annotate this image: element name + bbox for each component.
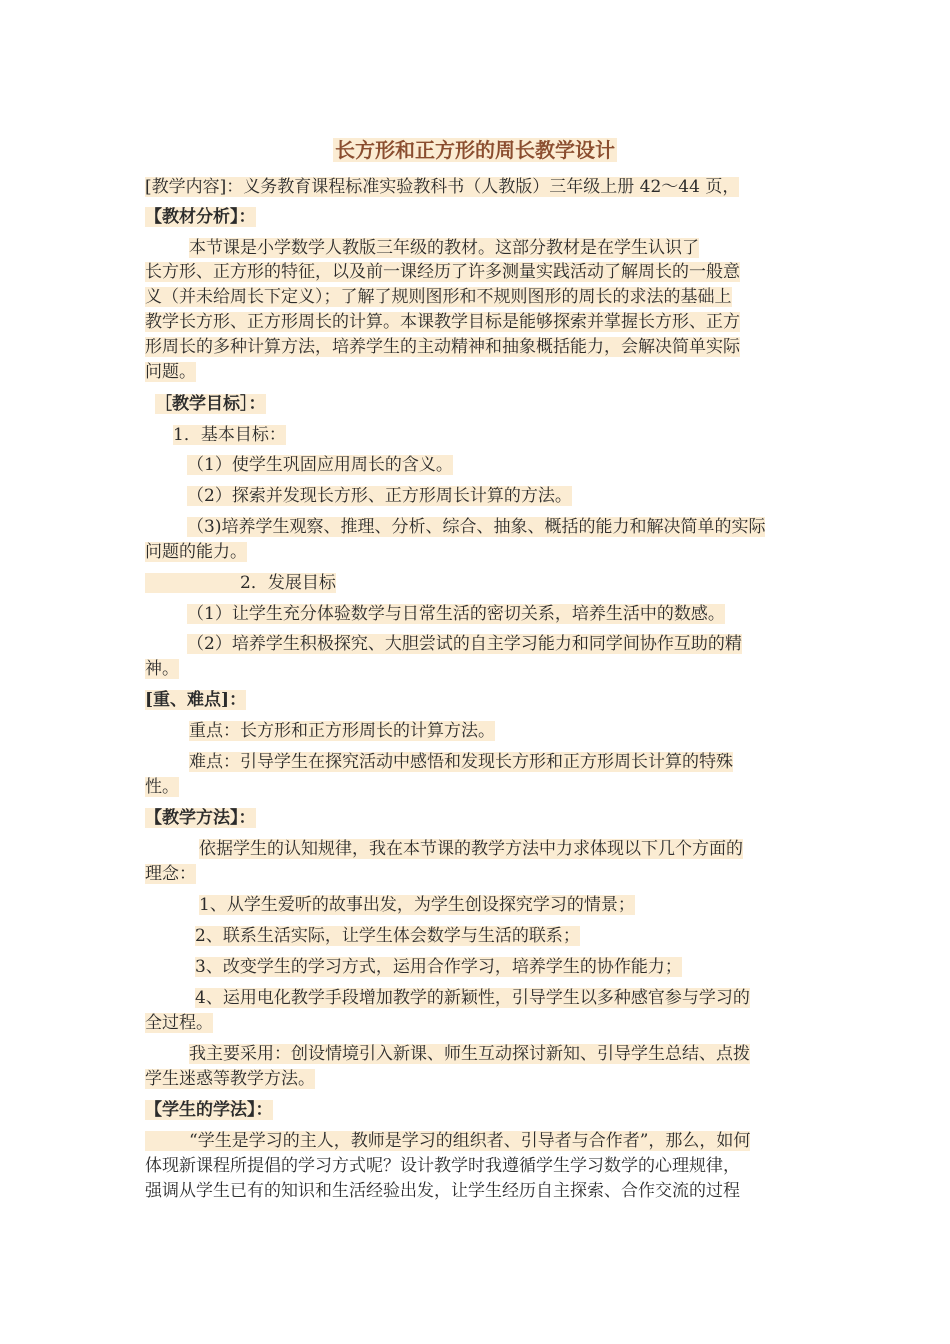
key-heading: [重、难点]： <box>145 690 247 710</box>
analysis-line: 问题。 <box>145 362 196 382</box>
basic-item: （1）使学生巩固应用周长的含义。 <box>187 455 453 475</box>
method-summary: 学生迷惑等教学方法。 <box>145 1069 315 1089</box>
key-point: 重点：长方形和正方形周长的计算方法。 <box>189 721 495 741</box>
method-item: 1、从学生爱听的故事出发，为学生创设探究学习的情景； <box>199 895 635 915</box>
method-item: 3、改变学生的学习方式，运用合作学习，培养学生的协作能力； <box>195 957 682 977</box>
content-line: [教学内容]：义务教育课程标准实验教科书（人教版）三年级上册 42～44 页， <box>145 177 740 197</box>
method-item: 2、联系生活实际，让学生体会数学与生活的联系； <box>195 926 580 946</box>
method-intro: 理念： <box>145 864 196 884</box>
analysis-line: 本节课是小学数学人教版三年级的教材。这部分教材是在学生认识了 <box>189 238 699 258</box>
analysis-line: 长方形、正方形的特征，以及前一课经历了许多测量实践活动了解周长的一般意 <box>145 262 740 282</box>
study-line: 强调从学生已有的知识和生活经验出发，让学生经历自主探索、合作交流的过程 <box>145 1181 740 1201</box>
analysis-line: 教学长方形、正方形周长的计算。本课教学目标是能够探索并掌握长方形、正方 <box>145 312 740 332</box>
difficult-line: 性。 <box>145 777 179 797</box>
study-heading: 【学生的学法】： <box>145 1100 273 1120</box>
dev-goal: 2．发展目标 <box>145 571 808 596</box>
study-line: “学生是学习的主人，教师是学习的组织者、引导者与合作者”，那么，如何 <box>145 1129 808 1154</box>
method-intro: 依据学生的认知规律，我在本节课的教学方法中力求体现以下几个方面的 <box>199 839 743 859</box>
analysis-line: 义（并未给周长下定义）；了解了规则图形和不规则图形的周长的求法的基础上 <box>145 287 732 307</box>
basic-item: 问题的能力。 <box>145 542 247 562</box>
dev-item: 神。 <box>145 659 179 679</box>
dev-item: （1）让学生充分体验数学与日常生活的密切关系，培养生活中的数感。 <box>187 604 725 624</box>
analysis-line: 形周长的多种计算方法，培养学生的主动精神和抽象概括能力，会解决简单实际 <box>145 337 740 357</box>
analysis-heading: 【教材分析】： <box>145 207 256 227</box>
method-item: 4、运用电化教学手段增加教学的新颖性，引导学生以多种感官参与学习的 <box>195 988 750 1008</box>
basic-goal: 1．基本目标： <box>173 425 286 445</box>
dev-item: （2）培养学生积极探究、大胆尝试的自主学习能力和同学间协作互助的精 <box>187 634 742 654</box>
difficult-line: 难点：引导学生在探究活动中感悟和发现长方形和正方形周长计算的特殊 <box>189 752 733 772</box>
study-line: 体现新课程所提倡的学习方式呢？设计教学时我遵循学生学习数学的心理规律， <box>145 1156 740 1176</box>
basic-item: （2）探索并发现长方形、正方形周长计算的方法。 <box>187 486 572 506</box>
method-item: 全过程。 <box>145 1013 213 1033</box>
method-heading: 【教学方法】： <box>145 808 256 828</box>
basic-item: （3)培养学生观察、推理、分析、综合、抽象、概括的能力和解决简单的实际 <box>187 517 766 537</box>
document-title: 长方形和正方形的周长教学设计 <box>335 138 615 162</box>
goals-heading: ［教学目标］： <box>155 394 266 414</box>
method-summary: 我主要采用：创设情境引入新课、师生互动探讨新知、引导学生总结、点拨 <box>189 1044 750 1064</box>
